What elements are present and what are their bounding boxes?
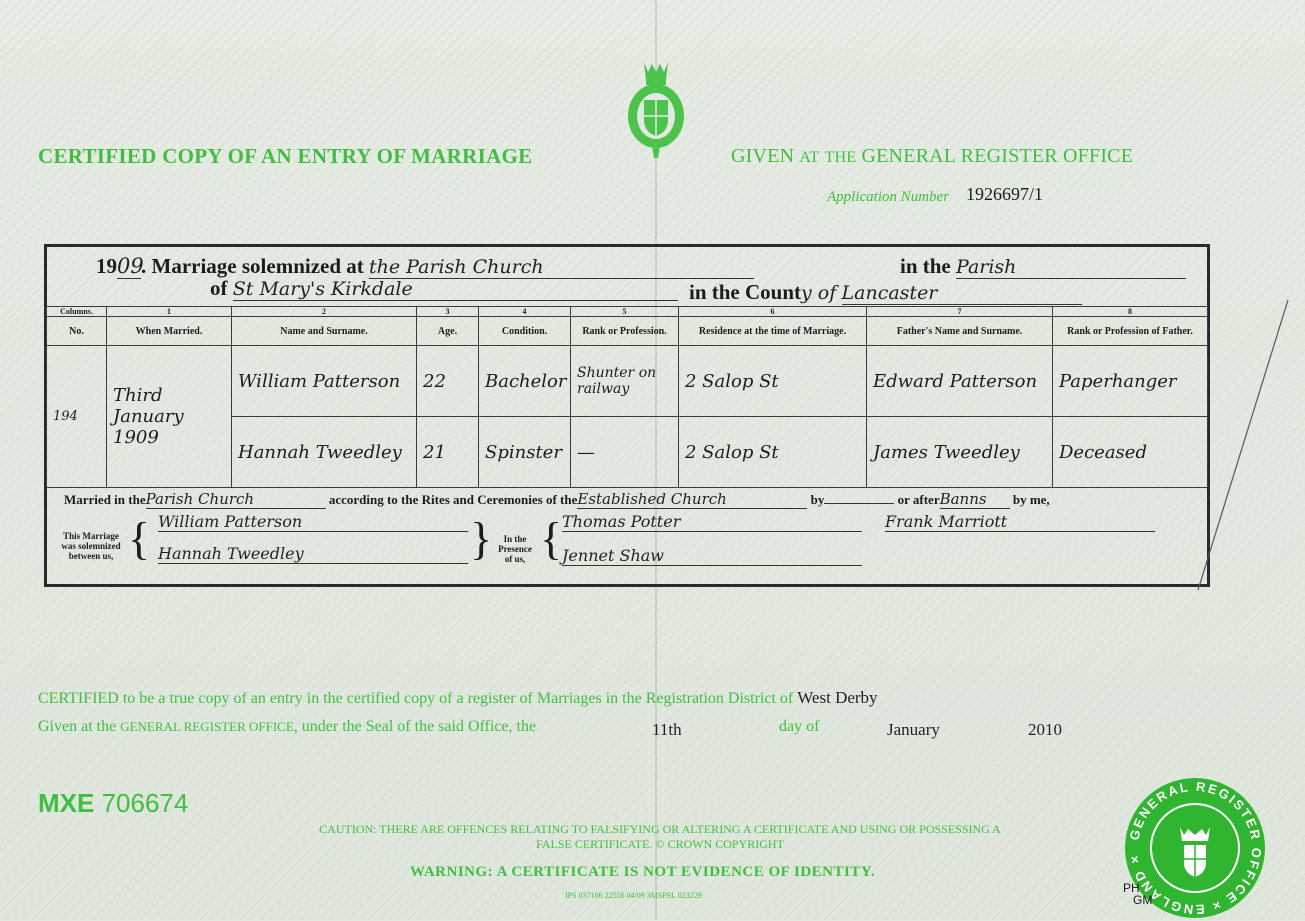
office-smallcaps: GENERAL REGISTER OFFICE bbox=[120, 719, 294, 734]
initials bbox=[1123, 882, 1152, 906]
certification-text: CERTIFIED to be a true copy of an entry in the certified copy of a register of Marriages in the Registration District of bbox=[38, 690, 794, 707]
cert-day: 11th bbox=[652, 720, 682, 739]
solemnized-label: . Marriage solemnized at bbox=[141, 254, 364, 278]
groom-name: William Patterson bbox=[232, 346, 417, 417]
column-number: 5 bbox=[571, 307, 679, 317]
county-line bbox=[689, 280, 1082, 305]
married-in-label: Married in the bbox=[64, 492, 146, 507]
given-word: GIVEN bbox=[731, 145, 795, 167]
groom-profession: Shunter on railway bbox=[571, 346, 679, 417]
column-header: Name and Surname. bbox=[232, 317, 417, 346]
at-word: AT bbox=[799, 149, 820, 166]
column-number: 6 bbox=[679, 307, 867, 317]
or-after-label: or after bbox=[897, 492, 940, 507]
bride-age: 21 bbox=[417, 417, 479, 488]
presence-label bbox=[490, 534, 540, 564]
parties-label-line: between us, bbox=[68, 551, 114, 561]
columns-label: Columns. bbox=[47, 307, 107, 317]
cert-month: January bbox=[887, 720, 940, 739]
column-number: 3 bbox=[417, 307, 479, 317]
column-header: No. bbox=[47, 317, 107, 346]
parish-name: St Mary's Kirkdale bbox=[233, 278, 678, 301]
groom-condition: Bachelor bbox=[479, 346, 571, 417]
according-to-label: according to the Rites and Ceremonies of the bbox=[328, 492, 578, 507]
issuer-title bbox=[731, 145, 1133, 168]
certification-line-2 bbox=[38, 718, 536, 736]
table-row bbox=[47, 346, 1208, 417]
caution-line: CAUTION: THERE ARE OFFENCES RELATING TO FALSIFYING OR ALTERING A CERTIFICATE AND USING OR POSSESSING A bbox=[319, 822, 1001, 836]
parties-label bbox=[56, 531, 126, 561]
party-1-signature: William Patterson bbox=[158, 512, 468, 532]
closing-line bbox=[1178, 300, 1305, 600]
presence-label-line: Presence bbox=[498, 544, 532, 554]
witness-1-signature: Thomas Potter bbox=[562, 512, 862, 532]
when-married: Third January 1909 bbox=[107, 346, 232, 488]
column-number: 8 bbox=[1053, 307, 1208, 317]
initials-line: PH bbox=[1123, 881, 1140, 895]
caution-line: FALSE CERTIFICATE. © CROWN COPYRIGHT bbox=[536, 837, 784, 851]
bride-profession: — bbox=[571, 417, 679, 488]
bride-father: James Tweedley bbox=[867, 417, 1053, 488]
column-header: Father's Name and Surname. bbox=[867, 317, 1053, 346]
given-at-text: Given at the bbox=[38, 718, 117, 735]
column-header: Condition. bbox=[479, 317, 571, 346]
brace-right: } bbox=[470, 513, 493, 564]
county-handwritten: y of bbox=[801, 282, 837, 304]
banns-value: Banns bbox=[940, 490, 1010, 509]
of-line bbox=[210, 276, 678, 301]
svg-text:GENERAL REGISTER OFFICE × ENGL: GENERAL REGISTER OFFICE × ENGLAND × bbox=[1126, 778, 1265, 918]
column-header: Age. bbox=[417, 317, 479, 346]
district-type: Parish bbox=[956, 256, 1186, 279]
column-header-row bbox=[47, 317, 1208, 346]
column-number: 1 bbox=[107, 307, 232, 317]
serial-digits: 706674 bbox=[101, 788, 189, 818]
registration-district: West Derby bbox=[797, 688, 878, 707]
in-the-line bbox=[900, 254, 1186, 279]
application-number: 1926697/1 bbox=[966, 184, 1044, 204]
serial-number bbox=[38, 788, 188, 819]
seal-text: , under the Seal of the said Office, the bbox=[293, 718, 537, 735]
column-header: When Married. bbox=[107, 317, 232, 346]
by-label: by bbox=[810, 492, 825, 507]
application-number-label: Application Number bbox=[827, 189, 950, 205]
by-me-label: by me, bbox=[1012, 492, 1050, 507]
year-prefix: 19 bbox=[96, 254, 117, 278]
parties-label-line: was solemnized bbox=[61, 541, 121, 551]
column-number: 4 bbox=[479, 307, 571, 317]
presence-label-line: of us, bbox=[504, 554, 526, 564]
officiant-signature: Frank Marriott bbox=[885, 512, 1155, 532]
county-name: Lancaster bbox=[842, 282, 1082, 305]
certificate-title: CERTIFIED COPY OF AN ENTRY OF MARRIAGE bbox=[38, 144, 533, 168]
register-table bbox=[46, 306, 1208, 488]
column-number-row bbox=[47, 307, 1208, 317]
witness-2-signature: Jennet Shaw bbox=[562, 546, 862, 566]
parties-label-line: This Marriage bbox=[63, 531, 119, 541]
groom-father: Edward Patterson bbox=[867, 346, 1053, 417]
in-the-label: in the bbox=[900, 254, 951, 278]
entry-number: 194 bbox=[47, 346, 107, 488]
print-code: IPS 037106 22556 04/09 3MSPSL 023229 bbox=[565, 891, 702, 900]
column-header: Rank or Profession. bbox=[571, 317, 679, 346]
column-header: Rank or Profession of Father. bbox=[1053, 317, 1208, 346]
royal-crest-icon bbox=[624, 58, 688, 162]
bride-condition: Spinster bbox=[479, 417, 571, 488]
groom-residence: 2 Salop St bbox=[679, 346, 867, 417]
initials-line: GM bbox=[1133, 893, 1153, 907]
church-denomination: Established Church bbox=[577, 490, 807, 509]
day-of-label: day of bbox=[779, 718, 820, 735]
brace-left: { bbox=[128, 513, 151, 564]
the-word: THE bbox=[824, 149, 857, 166]
marriage-place: the Parish Church bbox=[369, 256, 754, 279]
year-handwritten: 09 bbox=[117, 254, 144, 278]
caution-notice bbox=[250, 822, 1070, 852]
column-number: 2 bbox=[232, 307, 417, 317]
serial-prefix: MXE bbox=[38, 788, 95, 818]
of-label: of bbox=[210, 276, 228, 300]
married-in-place: Parish Church bbox=[146, 490, 326, 509]
bride-father-profession: Deceased bbox=[1053, 417, 1208, 488]
column-header: Residence at the time of Marriage. bbox=[679, 317, 867, 346]
rites-line bbox=[64, 490, 1204, 509]
brace-witness: { bbox=[540, 513, 563, 564]
county-label: in the Count bbox=[689, 280, 802, 304]
presence-label-line: In the bbox=[503, 534, 527, 544]
groom-father-profession: Paperhanger bbox=[1053, 346, 1208, 417]
column-number: 7 bbox=[867, 307, 1053, 317]
office-name: GENERAL REGISTER OFFICE bbox=[861, 145, 1134, 167]
certification-line-1 bbox=[38, 688, 878, 708]
cert-year: 2010 bbox=[1028, 720, 1062, 739]
bride-residence: 2 Salop St bbox=[679, 417, 867, 488]
identity-warning: WARNING: A CERTIFICATE IS NOT EVIDENCE OF IDENTITY. bbox=[410, 864, 876, 880]
bride-name: Hannah Tweedley bbox=[232, 417, 417, 488]
groom-age: 22 bbox=[417, 346, 479, 417]
party-2-signature: Hannah Tweedley bbox=[158, 544, 468, 564]
